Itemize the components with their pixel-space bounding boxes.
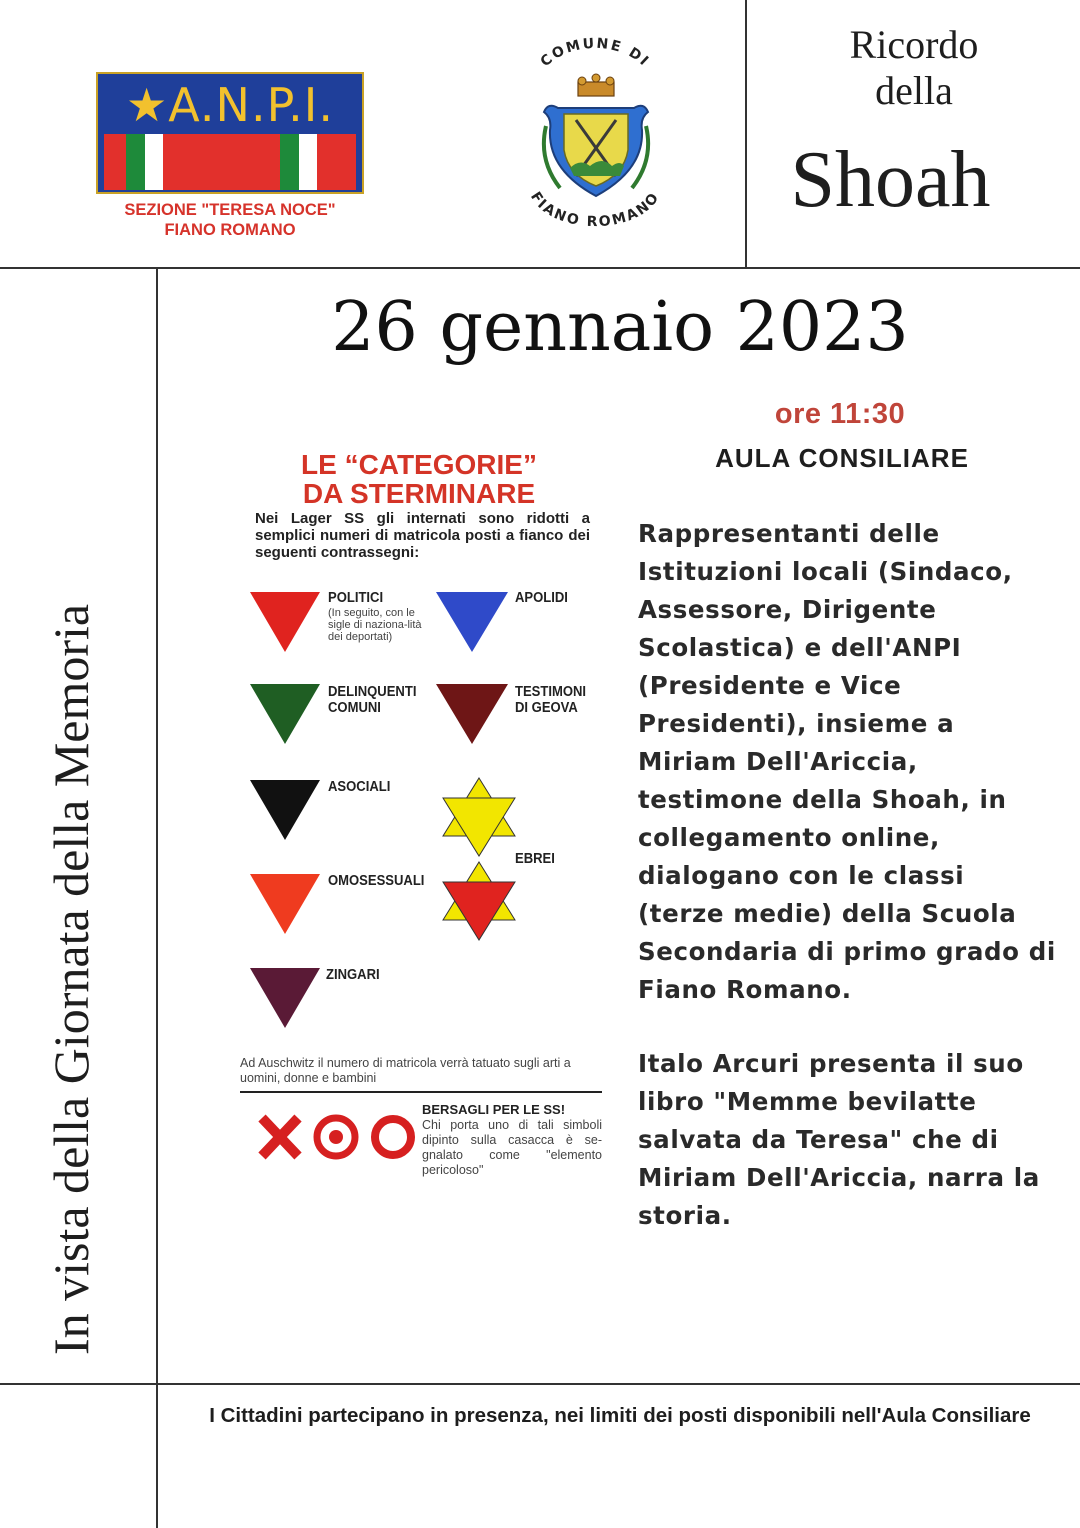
poster-title-line1: LE “CATEGORIE” bbox=[301, 449, 537, 480]
anpi-logo-text: ★A.N.P.I. bbox=[126, 78, 334, 132]
label-apolidi: APOLIDI bbox=[515, 590, 568, 606]
title-ricordo-della bbox=[748, 22, 1080, 114]
targets-symbols bbox=[256, 1110, 418, 1166]
poster-title bbox=[258, 450, 580, 508]
auschwitz-note: Ad Auschwitz il numero di matricola verrà tatuato sugli arti a uomini, donne e bambini bbox=[240, 1056, 571, 1085]
footer-top-divider bbox=[0, 1383, 1080, 1385]
target-ring-icon bbox=[375, 1119, 411, 1155]
title-line1: Ricordo bbox=[849, 22, 979, 67]
event-location: AULA CONSILIARE bbox=[715, 443, 969, 473]
title-box-divider bbox=[745, 0, 747, 267]
categories-symbols bbox=[240, 580, 610, 1050]
event-time: ore 11:30 bbox=[774, 398, 906, 430]
triangle-zingari-icon bbox=[250, 968, 320, 1028]
italian-flag-icon bbox=[280, 134, 336, 190]
note-politici: (In seguito, con le sigle di naziona-lità dei deportati) bbox=[328, 607, 422, 643]
x-mark-icon bbox=[262, 1118, 298, 1156]
title-shoah: Shoah bbox=[790, 136, 991, 224]
italian-flag-icon bbox=[126, 134, 182, 190]
event-date: 26 gennaio 2023 bbox=[331, 288, 909, 367]
star-of-david-icon bbox=[443, 778, 515, 856]
triangle-politici-icon bbox=[250, 592, 320, 652]
label-asociali: ASOCIALI bbox=[328, 779, 391, 795]
triangle-apolidi-icon bbox=[436, 592, 508, 652]
poster-divider bbox=[240, 1091, 602, 1093]
label-delinquenti: DELINQUENTI COMUNI bbox=[328, 684, 417, 716]
crest-bottom-text: FIANO ROMANO bbox=[527, 189, 664, 231]
description-paragraph-1: Rappresentanti delle Istituzioni locali (Sindaco, Assessore, Dirigente Scolastica) e dell'ANPI (Presidente e Vice Presidenti), insieme a Miriam Dell'Ariccia, testimone della Shoah, in collegamento online, dialogano con le classi (terze medie) della Scuola Secondaria di primo grado di Fiano Romano. bbox=[638, 519, 1056, 1004]
ebrei-double-triangle-icon bbox=[443, 862, 515, 940]
anpi-section-line1: SEZIONE "TERESA NOCE" bbox=[124, 201, 336, 219]
poster-title-line2: DA STERMINARE bbox=[302, 478, 536, 509]
crest-top-text: COMUNE DI bbox=[537, 35, 653, 71]
anpi-logo bbox=[96, 72, 364, 194]
label-ebrei: EBREI bbox=[515, 851, 555, 867]
anpi-flag-band bbox=[104, 134, 356, 190]
label-politici: POLITICI bbox=[328, 590, 384, 606]
poster-intro: Nei Lager SS gli internati sono ridotti a semplici numeri di matricola posti a fianco dei seguenti contrassegni: bbox=[255, 510, 590, 561]
comune-crest bbox=[520, 30, 670, 240]
triangle-omosessuali-icon bbox=[250, 874, 320, 934]
crown-icon bbox=[578, 74, 614, 96]
label-zingari: ZINGARI bbox=[326, 967, 380, 983]
triangle-testimoni-icon bbox=[436, 684, 508, 744]
header-bottom-divider bbox=[0, 267, 1080, 269]
sidebar-divider bbox=[156, 267, 158, 1528]
anpi-section-name bbox=[96, 200, 364, 240]
label-omosessuali: OMOSESSUALI bbox=[328, 873, 425, 889]
targets-description: Chi porta uno di tali simboli dipinto sulla casacca è se-gnalato come "elemento pericoloso" bbox=[422, 1118, 602, 1177]
targets-title: BERSAGLI PER LE SS! bbox=[422, 1102, 566, 1117]
triangle-asociali-icon bbox=[250, 780, 320, 840]
shield-icon bbox=[544, 106, 648, 196]
description-paragraph-2: Italo Arcuri presenta il suo libro "Memme bevilatte salvata da Teresa" che di Miriam Dell'Ariccia, narra la storia. bbox=[638, 1049, 1040, 1230]
sidebar-vertical-title: In vista della Giornata della Memoria bbox=[43, 603, 99, 1355]
footer-note: I Cittadini partecipano in presenza, nei limiti dei posti disponibili nell'Aula Consiliare bbox=[209, 1404, 1031, 1427]
title-line2: della bbox=[875, 68, 953, 113]
label-testimoni: TESTIMONI DI GEOVA bbox=[515, 684, 587, 716]
anpi-section-line2: FIANO ROMANO bbox=[164, 221, 296, 239]
triangle-delinquenti-icon bbox=[250, 684, 320, 744]
target-bullseye-icon bbox=[317, 1118, 355, 1156]
